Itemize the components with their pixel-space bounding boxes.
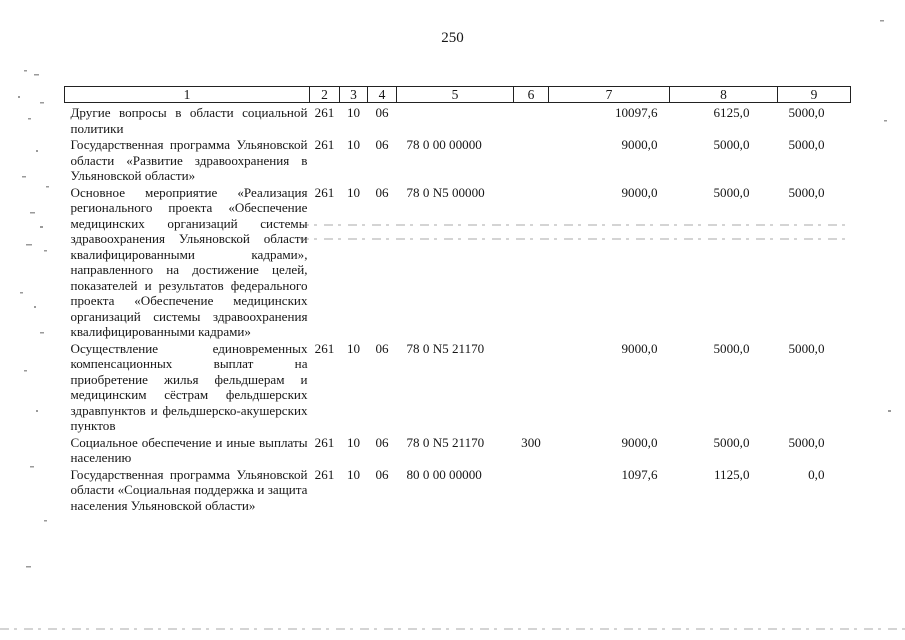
cell-col8: 5000,0 xyxy=(713,137,750,152)
cell-col5: 78 0 N5 00000 xyxy=(406,184,485,200)
cell-col8: 5000,0 xyxy=(713,434,750,450)
page-number: 250 xyxy=(441,30,464,46)
cell-col6 xyxy=(514,103,549,137)
row-name: Государственная программа Ульяновской области «Развитие здравоохранения в Ульяновской области» xyxy=(70,137,308,183)
cell-col2: 261 xyxy=(314,105,335,120)
cell-col5: 78 0 N5 21170 xyxy=(406,434,485,450)
cell-col8: 5000,0 xyxy=(713,340,750,356)
cell-col4: 06 xyxy=(375,137,389,152)
column-header-6: 6 xyxy=(514,87,549,103)
cell-col9: 5000,0 xyxy=(788,340,825,356)
cell-col3: 10 xyxy=(346,340,361,356)
cell-col9: 5000,0 xyxy=(788,184,825,200)
cell-col2: 261 xyxy=(314,340,335,356)
cell-col5: 78 0 N5 21170 xyxy=(406,340,485,356)
table-row xyxy=(65,340,851,434)
cell-col3: 10 xyxy=(346,466,361,482)
cell-col7: 9000,0 xyxy=(621,184,658,200)
cell-col2: 261 xyxy=(314,434,335,450)
row-name: Основное мероприятие «Реализация регионального проекта «Обеспечение медицинских организаций системы здравоохранения Ульяновской области квалифицированными кадрами», направленного на достижение целей, показателей и результатов федерального проекта «Обеспечение медицинских организаций системы здравоохранения квалифицированными кадрами» xyxy=(70,184,308,339)
cell-col8: 1125,0 xyxy=(713,466,750,482)
cell-col6: 300 xyxy=(521,434,541,450)
cell-col2: 261 xyxy=(314,184,335,200)
column-header-5: 5 xyxy=(397,87,514,103)
cell-col3: 10 xyxy=(346,137,361,152)
column-header-8: 8 xyxy=(670,87,778,103)
cell-col6 xyxy=(514,466,549,514)
cell-col9: 5000,0 xyxy=(788,137,825,152)
cell-col5: 80 0 00 00000 xyxy=(406,466,482,482)
cell-col4: 06 xyxy=(375,340,389,356)
cell-col3: 10 xyxy=(346,434,361,450)
table-row xyxy=(65,184,851,340)
cell-col3: 10 xyxy=(346,184,361,200)
cell-col8: 5000,0 xyxy=(713,184,750,200)
cell-col7: 9000,0 xyxy=(621,434,658,450)
cell-col7: 10097,6 xyxy=(614,105,658,120)
cell-col9: 5000,0 xyxy=(788,105,825,120)
column-header-4: 4 xyxy=(368,87,397,103)
row-name: Осуществление единовременных компенсационных выплат на приобретение жилья фельдшерам и медицинским сёстрам фельдшерских здравпунктов и фельдшерско-акушерских пунктов xyxy=(70,340,308,433)
cell-col5: 78 0 00 00000 xyxy=(406,137,482,152)
column-header-3: 3 xyxy=(340,87,368,103)
cell-col6 xyxy=(514,184,549,340)
cell-col7: 9000,0 xyxy=(621,137,658,152)
table-row xyxy=(65,434,851,466)
cell-col6 xyxy=(514,340,549,434)
row-name: Социальное обеспечение и иные выплаты населению xyxy=(70,434,308,465)
cell-col2: 261 xyxy=(314,466,335,482)
table-row xyxy=(65,103,851,137)
column-header-9: 9 xyxy=(778,87,851,103)
cell-col3: 10 xyxy=(346,105,361,120)
row-name: Государственная программа Ульяновской области «Социальная поддержка и защита населения Ульяновской области» xyxy=(70,466,308,513)
cell-col4: 06 xyxy=(375,466,389,482)
column-number-row xyxy=(65,87,851,103)
cell-col5 xyxy=(397,103,514,137)
cell-col9: 0,0 xyxy=(808,466,825,482)
cell-col8: 6125,0 xyxy=(713,105,750,120)
cell-col7: 1097,6 xyxy=(621,466,658,482)
column-header-1: 1 xyxy=(65,87,310,103)
cell-col9: 5000,0 xyxy=(788,434,825,450)
column-header-2: 2 xyxy=(310,87,340,103)
cell-col4: 06 xyxy=(375,105,389,120)
budget-table xyxy=(64,86,851,513)
cell-col2: 261 xyxy=(314,137,335,152)
cell-col4: 06 xyxy=(375,434,389,450)
row-name: Другие вопросы в области социальной политики xyxy=(70,105,308,136)
table-row xyxy=(65,136,851,184)
cell-col6 xyxy=(514,136,549,184)
column-header-7: 7 xyxy=(549,87,670,103)
cell-col7: 9000,0 xyxy=(621,340,658,356)
cell-col4: 06 xyxy=(375,184,389,200)
table-row xyxy=(65,466,851,514)
